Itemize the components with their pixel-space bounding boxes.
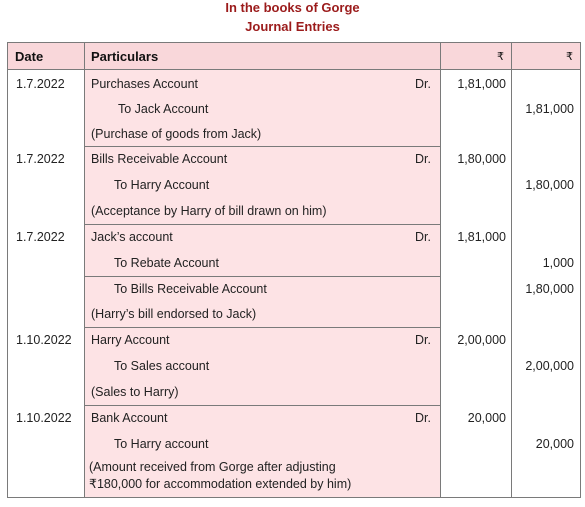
entry-date: 1.7.2022 xyxy=(16,77,65,91)
debit-amount: 1,80,000 xyxy=(457,152,506,166)
table-top-border xyxy=(7,42,581,43)
column-divider xyxy=(440,42,441,498)
header-credit-currency: ₹ xyxy=(566,51,573,63)
entry-date: 1.10.2022 xyxy=(16,333,72,347)
debit-account: Bank Account xyxy=(91,411,168,425)
credit-amount: 20,000 xyxy=(535,437,574,451)
credit-amount: 1,81,000 xyxy=(525,102,574,116)
header-date: Date xyxy=(15,49,44,64)
header-particulars: Particulars xyxy=(91,49,159,64)
credit-amount: 2,00,000 xyxy=(525,359,574,373)
column-divider xyxy=(84,42,85,498)
entry-separator xyxy=(84,146,441,147)
dr-label: Dr. xyxy=(415,152,431,166)
dr-label: Dr. xyxy=(415,333,431,347)
entry-date: 1.7.2022 xyxy=(16,152,65,166)
document-subtitle: Journal Entries xyxy=(245,19,340,34)
credit-amount: 1,000 xyxy=(542,256,574,270)
entry-date: 1.10.2022 xyxy=(16,411,72,425)
debit-account: Harry Account xyxy=(91,333,170,347)
entry-separator xyxy=(84,224,441,225)
narration: (Sales to Harry) xyxy=(91,385,179,399)
debit-amount: 2,00,000 xyxy=(457,333,506,347)
narration-line: ₹180,000 for accommodation extended by him) xyxy=(89,477,352,491)
narration: (Acceptance by Harry of bill drawn on him) xyxy=(91,204,327,218)
narration: (Purchase of goods from Jack) xyxy=(91,127,262,141)
debit-amount: 20,000 xyxy=(467,411,506,425)
debit-account: Jack’s account xyxy=(91,230,173,244)
column-divider xyxy=(7,42,8,498)
table-bottom-border xyxy=(7,497,581,498)
column-divider xyxy=(580,42,581,498)
credit-amount: 1,80,000 xyxy=(525,282,574,296)
column-divider xyxy=(511,42,512,498)
credit-account: To Harry Account xyxy=(114,178,210,192)
document-title: In the books of Gorge xyxy=(225,0,360,15)
entry-separator xyxy=(84,327,441,328)
credit-account: To Rebate Account xyxy=(114,256,219,270)
debit-amount: 1,81,000 xyxy=(457,77,506,91)
debit-amount: 1,81,000 xyxy=(457,230,506,244)
credit-account: To Sales account xyxy=(114,359,210,373)
debit-account: Bills Receivable Account xyxy=(91,152,228,166)
dr-label: Dr. xyxy=(415,230,431,244)
credit-account: To Jack Account xyxy=(118,102,209,116)
dr-label: Dr. xyxy=(415,411,431,425)
credit-amount: 1,80,000 xyxy=(525,178,574,192)
header-bottom-border xyxy=(7,69,581,70)
header-debit-currency: ₹ xyxy=(497,51,504,63)
narration: (Harry’s bill endorsed to Jack) xyxy=(91,307,257,321)
dr-label: Dr. xyxy=(415,77,431,91)
entry-date: 1.7.2022 xyxy=(16,230,65,244)
credit-account: To Bills Receivable Account xyxy=(114,282,267,296)
entry-separator xyxy=(84,405,441,406)
narration-line: (Amount received from Gorge after adjusting xyxy=(89,460,336,474)
debit-account: Purchases Account xyxy=(91,77,199,91)
credit-separator xyxy=(84,276,441,277)
credit-account: To Harry account xyxy=(114,437,209,451)
